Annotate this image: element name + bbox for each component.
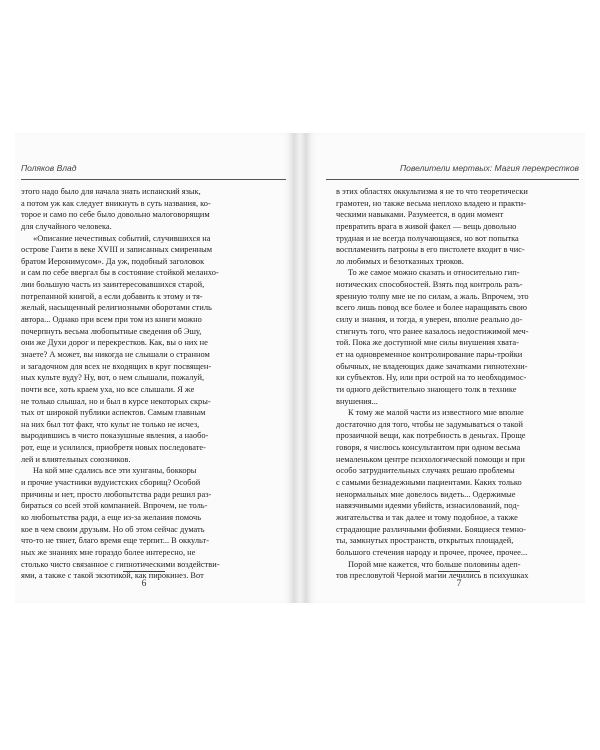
text-line: яренную толпу мне не по силам, а жаль. Впрочем, это: [336, 291, 529, 301]
text-line: лии большую часть из заинтересовавшихся старой,: [21, 280, 205, 290]
text-line: прозаичной вещи, как потребность в деньгах. Проще: [336, 431, 526, 441]
text-line: почерпнуть весьма любопытные сведения об Эшу,: [21, 326, 202, 336]
text-line: кое в чем своим друзьям. Но об этом сейчас думать: [21, 524, 205, 534]
text-line: большого стечения народу и прочее, прочее, прочее...: [336, 547, 528, 557]
text-line: почти все, хоть краем уха, но все слышали. Я же: [21, 384, 195, 394]
text-line: бираться со всей этой компанией. Впрочем, не толь-: [21, 501, 208, 511]
text-line: ло любимых и безотказных трюков.: [336, 256, 464, 266]
text-line: жигательства и так далее и тому подобное, а также: [336, 512, 518, 522]
text-line: автора... Однако при всем при том из книги можно: [21, 315, 202, 325]
text-line: и загадочном для всех не входящих в круг посвящен-: [21, 361, 212, 371]
text-line: этого надо было для начала знать испанский язык,: [21, 187, 201, 196]
text-line: страдающие различными фобиями. Боящиеся темно-: [336, 524, 526, 534]
text-line: «Описание нечестивых событий, случившихся на: [33, 233, 211, 243]
text-line: ко любопытства ради, а еще из-за желания помочь: [21, 512, 202, 522]
text-line: и прочие участники вудуистских сборищ? Особой: [21, 478, 201, 488]
text-line: потрепанной книгой, а если добавить к этому и тя-: [21, 291, 203, 301]
left-page-number: 6: [141, 579, 147, 589]
text-line: торое и само по себе было довольно малоговорящим: [21, 210, 210, 220]
text-line: тов пресловутой Черной магии лечились в психушках: [336, 571, 529, 581]
text-line: они же Духи дорог и перекрестков. Как, вы о них не: [21, 338, 208, 348]
book-spread: [15, 133, 585, 603]
text-line: ки субъектов. Ну, или при острой на то необходимос-: [336, 373, 527, 383]
left-running-head: Поляков Влад: [21, 163, 77, 173]
text-line: То же самое можно сказать и относительно гип-: [348, 268, 520, 278]
left-body-text: [21, 186, 267, 582]
text-line: стигнуть того, что ранее казалось недостижимой меч-: [336, 326, 529, 336]
text-line: желый, насыщенный религиозными оборотами стиль: [21, 303, 212, 313]
text-line: ти одного действительно знающего толк в технике: [336, 384, 517, 394]
text-line: той. Пока же доступной мне силы внушения хвата-: [336, 338, 519, 348]
text-line: рот, еще и усилился, приобретя новых последовате-: [21, 443, 206, 453]
text-line: для случайного человека.: [21, 221, 112, 231]
text-line: выродившись в чисто показушные явления, а наобо-: [21, 431, 209, 441]
text-line: а потом уж как следует вникнуть в суть названия, ко-: [21, 198, 211, 208]
text-line: превратить врага в живой факел — вещь довольно: [336, 221, 517, 231]
left-folio-rule: [123, 571, 165, 572]
right-body-text: [336, 186, 582, 582]
text-line: говоря, я числюсь консультантом при одном весьма: [336, 443, 521, 453]
text-line: не только слышал, но и был в курсе некоторых скры-: [21, 396, 211, 406]
text-line: ет на одновременное контролирование пары-тройки: [336, 349, 523, 359]
text-line: особо затруднительных случаях решаю проблемы: [336, 466, 515, 476]
text-line: ных же знаниях мне гораздо более интересно, не: [21, 547, 196, 557]
text-line: причины и нет, просто любопытства ради решил раз-: [21, 489, 212, 499]
right-folio-rule: [438, 571, 480, 572]
text-line: На кой мне сдались все эти хунганы, боккоры: [33, 466, 197, 476]
right-page: [306, 133, 585, 603]
right-header-rule: [326, 179, 579, 180]
text-line: острове Гаити в веке XVIII и записанных смиренным: [21, 245, 213, 255]
left-page: [15, 133, 294, 603]
text-line: Порой мне кажется, что больше половины адеп-: [348, 559, 521, 569]
text-line: внушения...: [336, 396, 378, 406]
text-line: что-то не тянет, благо время еще терпит... В оккульт-: [21, 536, 209, 546]
text-line: на них был тот факт, что культ не только не исчез,: [21, 419, 200, 429]
text-line: ненормальных мне довелось видеть... Одержимые: [336, 489, 516, 499]
book-gutter: [294, 133, 306, 603]
text-line: лей и влиятельных союзников.: [21, 454, 131, 464]
text-line: нотических способностей. Взять под контроль разъ-: [336, 280, 523, 290]
text-line: навязчивыми идеями убийств, изнасилований, под-: [336, 501, 520, 511]
text-line: тых от широкой публики аспектов. Самым главным: [21, 408, 206, 418]
text-line: трудная и не всегда получающаяся, но вот попытка: [336, 233, 519, 243]
text-line: в этих областях оккультизма я не то что теоретически: [336, 187, 528, 196]
text-line: и сам по себе ввергал бы в состояние стойкой меланхо-: [21, 268, 219, 278]
text-line: К тому же малой части из известного мне вполне: [348, 408, 524, 418]
text-line: всего лишь повод все более и более наращивать свою: [336, 303, 528, 313]
text-line: достаточно для того, чтобы не задумываться о такой: [336, 419, 523, 429]
text-line: ями, а также с такой экзотикой, как пирокинез. Вот: [21, 571, 204, 581]
text-line: ческими навыками. Разумеется, в один момент: [336, 210, 504, 220]
text-line: столько чисто связанное с гипнотическими воздействи-: [21, 559, 220, 569]
text-line: обычных, не владеющих даже зачатками гипнотехни-: [336, 361, 528, 371]
text-line: ты, замкнутых пространств, открытых площадей,: [336, 536, 514, 546]
left-header-rule: [21, 179, 286, 180]
text-line: силу и знания, и тогда, я уверен, вполне реально до-: [336, 315, 523, 325]
text-line: знаете? А может, вы никогда не слышали о странном: [21, 349, 210, 359]
text-line: воспламенить патроны в его пистолете входит в чис-: [336, 245, 525, 255]
text-line: грамотен, но также весьма неплохо владею и практи-: [336, 198, 526, 208]
text-line: ных культе вуду? Ну, вот, о нем слышали, пожалуй,: [21, 373, 205, 383]
text-line: с самыми безнадежными пациентами. Каких только: [336, 478, 522, 488]
text-line: братом Иеронимусом». Да уж, подобный заголовок: [21, 256, 205, 266]
text-line: немаленьком центре психологической помощи и при: [336, 454, 525, 464]
right-page-number: 7: [456, 579, 462, 589]
right-running-head: Повелители мертвых: Магия перекрестков: [399, 163, 579, 173]
